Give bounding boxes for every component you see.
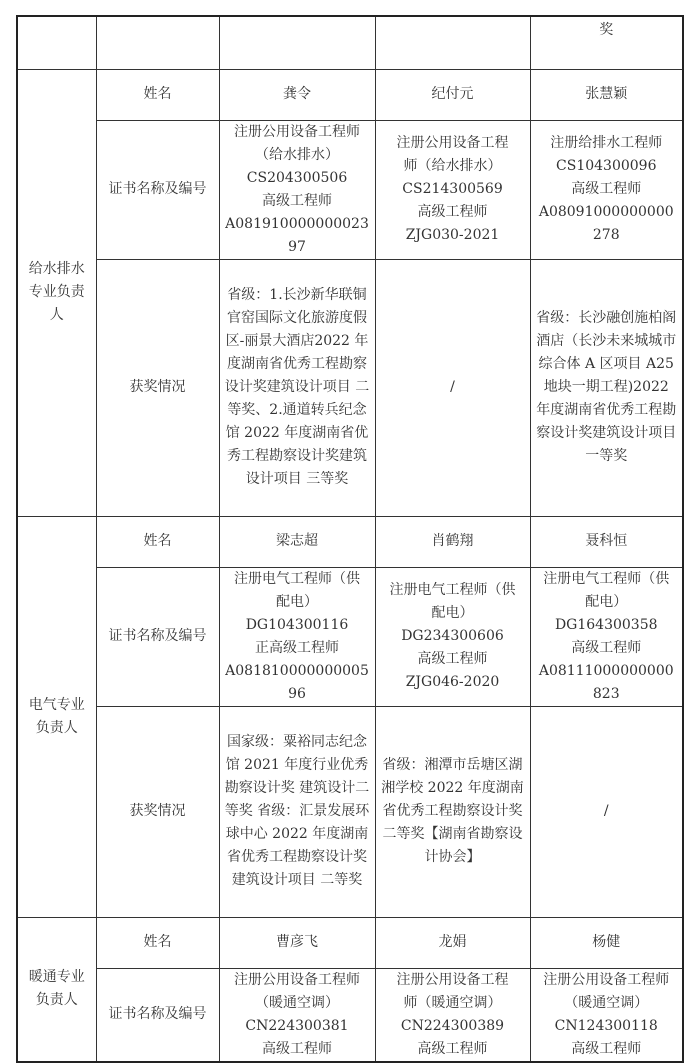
cert-line: （给水排水） [255,146,339,163]
person-name: 龙娟 [375,917,530,968]
person-name: 龚令 [219,69,375,120]
person-award: 国家级：粟裕同志纪念馆 2021 年度行业优秀勘察设计奖 建筑设计二等奖 省级：汇景发展环球中心 2022 年度湖南省优秀工程勘察设计奖 建筑设计项目 二等奖 [219,706,375,917]
person-cert [375,968,530,1062]
person-name: 聂科恒 [530,516,683,567]
cert-line: CS214300569 [402,181,503,197]
table-row-cert [17,120,683,259]
person-name: 杨健 [530,917,683,968]
row-label-cert: 证书名称及编号 [96,567,219,706]
person-cert [530,968,683,1062]
cert-line: DG104300116 [245,616,349,633]
cert-line: CN224300389 [400,1017,505,1034]
cert-line: ZJG030-2021 [405,227,500,243]
cert-line: 注册公用设备工程 [396,135,509,151]
cert-line: 高级工程师 [571,181,642,197]
cert-line: CS204300506 [246,169,348,186]
cell-empty [96,16,219,69]
cert-line: A08091000000000278 [538,204,674,243]
table-row-award [17,259,683,516]
cert-line: 注册给排水工程师 [550,135,663,151]
person-cert [219,120,375,259]
person-name: 曹彦飞 [219,917,375,968]
cell-empty [219,16,375,69]
table-row-name [17,69,683,120]
section-title: 给水排水专业负责人 [17,69,96,516]
person-name: 肖鹤翔 [375,516,530,567]
cert-line: （暖通空调） [255,994,339,1011]
cert-line: 配电） [276,593,318,610]
table-row-award [17,706,683,917]
cert-line: 高级工程师 [417,1040,488,1057]
person-award: / [530,706,683,917]
table-row-name [17,917,683,968]
person-name: 张慧颖 [530,69,683,120]
cert-line: 注册公用设备工程师 [234,123,360,140]
row-label-award: 获奖情况 [96,706,219,917]
cell-empty [375,16,530,69]
person-award: 省级：1.长沙新华联铜官窑国际文化旅游度假区-丽景大酒店2022 年度湖南省优秀工程勘察设计奖建筑设计项目 二等奖、2.通道转兵纪念馆 2022 年度湖南省优秀工程勘察设计奖建筑设计项目 三等奖 [219,259,375,516]
cert-line: CN124300118 [554,1017,658,1034]
person-cert [375,120,530,259]
cert-line: 注册电气工程师（供 [234,570,360,587]
cert-line: A08181000000000596 [225,662,369,702]
person-cert [375,567,530,706]
award-text-continued: 奖 [530,16,683,69]
person-award: 省级：长沙融创施柏阁酒店（长沙未来城城市综合体 A 区项目 A25 地块一期工程)2022 年度湖南省优秀工程勘察设计奖建筑设计项目 一等奖 [530,259,683,516]
cert-line: （暖通空调） [564,994,649,1011]
person-award: / [375,259,530,516]
person-cert [530,120,683,259]
cert-line: 高级工程师 [417,204,488,220]
table-row-partial [17,16,683,69]
cert-line: 注册公用设备工程 [396,971,509,988]
row-label-name: 姓名 [96,69,219,120]
cert-line: 师（暖通空调） [403,994,502,1011]
cert-line: 师（给水排水） [403,158,502,174]
cert-line: 配电） [431,605,474,621]
row-label-cert: 证书名称及编号 [96,120,219,259]
cert-line: ZJG046-2020 [405,674,500,690]
table-row-cert [17,968,683,1062]
staff-qualification-table [16,15,684,1063]
row-label-name: 姓名 [96,516,219,567]
cert-line: DG234300606 [401,628,504,644]
cert-line: 注册电气工程师（供 [543,570,670,587]
cert-line: 高级工程师 [262,1040,332,1057]
section-title: 电气专业负责人 [17,516,96,917]
cert-line: DG164300358 [554,616,658,633]
cert-line: 高级工程师 [571,639,642,656]
cert-line: 注册电气工程师（供 [389,582,516,598]
person-cert [219,968,375,1062]
cert-line: 高级工程师 [417,651,488,667]
row-label-cert: 证书名称及编号 [96,968,219,1062]
cert-line: A08111000000000823 [538,662,674,702]
cert-line: 高级工程师 [571,1040,642,1057]
row-label-award: 获奖情况 [96,259,219,516]
person-award: 省级：湘潭市岳塘区湖湘学校 2022 年度湖南省优秀工程勘察设计奖二等奖【湖南省勘察设计协会】 [375,706,530,917]
cert-line: CN224300381 [245,1017,349,1034]
cell-empty [17,16,96,69]
person-name: 梁志超 [219,516,375,567]
cert-line: 注册公用设备工程师 [543,971,670,988]
cert-line: 高级工程师 [262,192,332,209]
cert-line: CS104300096 [556,158,657,174]
table-row-name [17,516,683,567]
row-label-name: 姓名 [96,917,219,968]
cert-line: A08191000000002397 [225,215,369,255]
person-cert [219,567,375,706]
person-cert [530,567,683,706]
section-title: 暖通专业负责人 [17,917,96,1062]
cert-line: 正高级工程师 [255,639,339,656]
cert-line: 配电） [585,593,628,610]
cert-line: 注册公用设备工程师 [234,971,360,988]
person-name: 纪付元 [375,69,530,120]
table-row-cert [17,567,683,706]
